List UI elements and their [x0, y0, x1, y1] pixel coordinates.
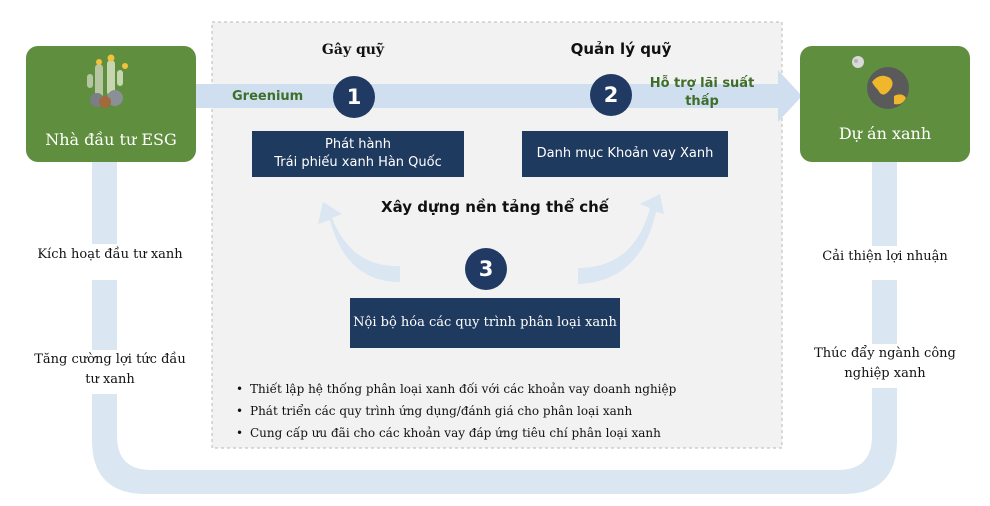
green-project-box: [800, 46, 970, 162]
green-loan-portfolio-box: Danh mục Khoản vay Xanh: [522, 131, 728, 177]
low-interest-line1: Hỗ trợ lãi suất: [649, 76, 755, 91]
esg-investor-box: [26, 46, 196, 162]
institution-heading: Xây dựng nền tảng thể chế: [381, 198, 609, 216]
green-bond-issuance-box: [252, 131, 464, 177]
green-bond-line2: Trái phiếu xanh Hàn Quốc: [274, 155, 442, 170]
step-1-badge: 1: [333, 76, 375, 118]
fund-raising-heading: Gây quỹ: [321, 42, 385, 58]
green-project-label: Dự án xanh: [838, 124, 932, 143]
low-interest-support-label: [640, 75, 764, 111]
bullet-item: • Phát triển các quy trình ứng dụng/đánh giá cho phân loại xanh: [236, 400, 676, 422]
green-bond-line1: Phát hành: [325, 137, 391, 152]
step-3-badge: 3: [465, 248, 507, 290]
esg-investor-label: Nhà đầu tư ESG: [45, 130, 177, 149]
fund-management-heading: Quản lý quỹ: [570, 40, 672, 58]
promote-green-industry-line1: Thúc đẩy ngành công: [814, 346, 956, 361]
activate-green-investment-text: Kích hoạt đầu tư xanh: [20, 244, 200, 280]
institution-bullet-list: [236, 378, 676, 444]
earth-icon: [848, 52, 914, 114]
step-2-badge: 2: [590, 74, 632, 116]
bullet-item: • Cung cấp ưu đãi cho các khoản vay đáp ứng tiêu chí phân loại xanh: [236, 422, 676, 444]
cactus-icon: [81, 50, 143, 112]
improve-profit-text: Cải thiện lợi nhuận: [795, 246, 975, 280]
low-interest-line2: thấp: [685, 94, 719, 109]
green-taxonomy-process-box: Nội bộ hóa các quy trình phân loại xanh: [350, 298, 620, 348]
bullet-item: • Thiết lập hệ thống phân loại xanh đối với các khoản vay doanh nghiệp: [236, 378, 676, 400]
promote-green-industry-text: [795, 344, 975, 388]
promote-green-industry-line2: nghiệp xanh: [844, 366, 926, 381]
enhance-green-return-line1: Tăng cường lợi tức đầu: [34, 352, 186, 367]
enhance-green-return-line2: tư xanh: [85, 372, 135, 387]
enhance-green-return-text: [20, 350, 200, 394]
greenium-label: Greenium: [232, 89, 304, 104]
